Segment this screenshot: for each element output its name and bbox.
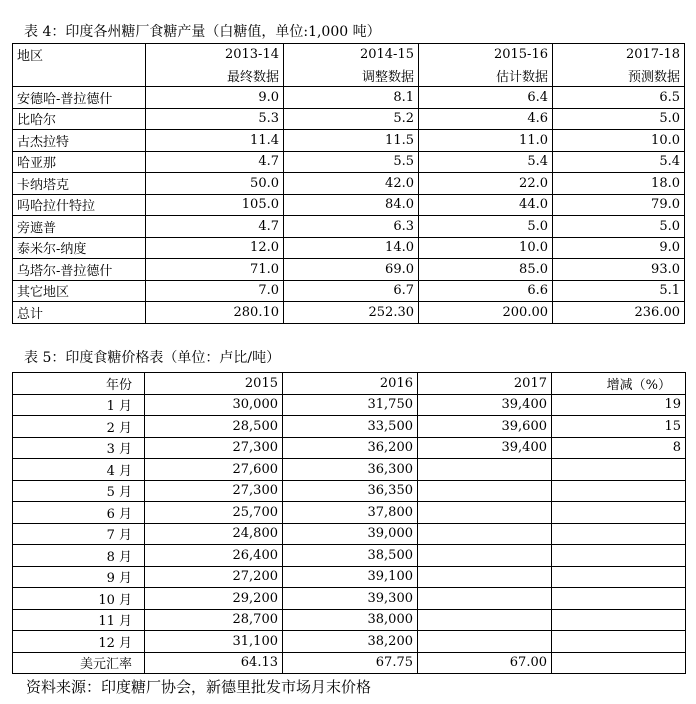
price-value [418,545,552,567]
table-row [13,416,686,438]
source-note: 资料来源：印度糖厂协会，新德里批发市场月末价格 [26,678,372,696]
table-row [13,566,686,588]
change-percent-value [552,545,686,567]
production-value: 9.0 [146,87,284,109]
table-5-title: 表 5：印度食糖价格表（单位：卢比/吨） [24,350,281,366]
price-value: 29,200 [145,588,283,610]
production-value: 11.4 [146,130,284,152]
month-label: 6 月 [13,502,145,524]
production-value: 84.0 [284,194,419,216]
data-status-header: 预测数据 [553,65,685,87]
change-percent-value [552,566,686,588]
production-value: 8.1 [284,87,419,109]
month-label: 5 月 [13,480,145,502]
price-value: 39,300 [283,588,418,610]
price-value [418,566,552,588]
price-value: 39,400 [418,394,552,416]
table-row [13,652,686,674]
sugar-production-table [12,43,685,324]
price-value [418,631,552,653]
table-4-title: 表 4：印度各州糖厂食糖产量（白糖值，单位:1,000 吨） [24,24,381,40]
price-value: 33,500 [283,416,418,438]
month-label: 4 月 [13,459,145,481]
year-header: 2017-18 [553,44,685,65]
change-percent-value: 15 [552,416,686,438]
price-value: 27,300 [145,437,283,459]
region-name: 古杰拉特 [13,130,146,152]
production-value: 50.0 [146,173,284,195]
production-value: 4.7 [146,216,284,238]
production-value: 85.0 [419,259,553,281]
production-value: 5.2 [284,108,419,130]
table-row [13,130,685,152]
production-value: 6.3 [284,216,419,238]
table-row [13,545,686,567]
year-header-label: 年份 [13,373,145,395]
month-label: 9 月 [13,566,145,588]
price-value: 36,200 [283,437,418,459]
production-value: 79.0 [553,194,685,216]
change-percent-header: 增减（%） [552,373,686,395]
production-value: 14.0 [284,237,419,259]
table-row [13,151,685,173]
change-percent-value [552,652,686,674]
price-value: 39,100 [283,566,418,588]
price-value: 64.13 [145,652,283,674]
price-value: 27,200 [145,566,283,588]
price-value: 27,300 [145,480,283,502]
price-value: 38,500 [283,545,418,567]
price-value [418,609,552,631]
production-value: 5.4 [553,151,685,173]
month-label: 美元汇率 [13,652,145,674]
price-value: 36,300 [283,459,418,481]
production-value: 10.0 [553,130,685,152]
production-value: 11.5 [284,130,419,152]
production-value: 6.4 [419,87,553,109]
change-percent-value [552,480,686,502]
region-header-blank [13,65,146,87]
production-value: 6.7 [284,280,419,302]
price-value: 39,600 [418,416,552,438]
price-value [418,480,552,502]
production-value: 4.6 [419,108,553,130]
price-value [418,523,552,545]
region-name: 总计 [13,302,146,324]
price-value: 31,100 [145,631,283,653]
production-value: 6.6 [419,280,553,302]
month-label: 11 月 [13,609,145,631]
table-row [13,216,685,238]
year-header: 2013-14 [146,44,284,65]
year-header: 2014-15 [284,44,419,65]
month-label: 1 月 [13,394,145,416]
year-header: 2015 [145,373,283,395]
price-value: 67.75 [283,652,418,674]
region-name: 乌塔尔-普拉德什 [13,259,146,281]
region-name: 卡纳塔克 [13,173,146,195]
table-row [13,108,685,130]
price-value: 31,750 [283,394,418,416]
change-percent-value [552,631,686,653]
price-value: 26,400 [145,545,283,567]
table-row [13,609,686,631]
change-percent-value [552,609,686,631]
table-row [13,502,686,524]
change-percent-value [552,459,686,481]
price-value: 38,000 [283,609,418,631]
price-value: 67.00 [418,652,552,674]
table-row [13,259,685,281]
region-name: 安德哈-普拉德什 [13,87,146,109]
price-value: 27,600 [145,459,283,481]
price-value: 39,000 [283,523,418,545]
production-value: 9.0 [553,237,685,259]
production-value: 12.0 [146,237,284,259]
price-value: 28,500 [145,416,283,438]
table-row [13,173,685,195]
year-header: 2015-16 [419,44,553,65]
table-row [13,237,685,259]
month-label: 2 月 [13,416,145,438]
production-value: 18.0 [553,173,685,195]
production-value: 5.4 [419,151,553,173]
production-value: 22.0 [419,173,553,195]
region-name: 比哈尔 [13,108,146,130]
price-value [418,459,552,481]
table-header-row [13,373,686,395]
production-value: 5.1 [553,280,685,302]
month-label: 3 月 [13,437,145,459]
data-status-header: 最终数据 [146,65,284,87]
year-header: 2016 [283,373,418,395]
price-value: 36,350 [283,480,418,502]
production-value: 71.0 [146,259,284,281]
price-value: 39,400 [418,437,552,459]
table-row [13,459,686,481]
price-value: 30,000 [145,394,283,416]
change-percent-value [552,523,686,545]
production-value: 93.0 [553,259,685,281]
region-name: 其它地区 [13,280,146,302]
price-value [418,502,552,524]
month-label: 8 月 [13,545,145,567]
table-row [13,87,685,109]
production-value: 5.0 [553,216,685,238]
change-percent-value [552,588,686,610]
production-value: 5.0 [419,216,553,238]
region-name: 泰米尔-纳度 [13,237,146,259]
production-value: 42.0 [284,173,419,195]
table-row [13,631,686,653]
region-name: 吗哈拉什特拉 [13,194,146,216]
production-value: 69.0 [284,259,419,281]
production-value: 236.00 [553,302,685,324]
price-value: 37,800 [283,502,418,524]
table-subheader-row [13,65,685,87]
table-row [13,523,686,545]
change-percent-value: 19 [552,394,686,416]
production-value: 11.0 [419,130,553,152]
price-value: 25,700 [145,502,283,524]
region-name: 哈亚那 [13,151,146,173]
change-percent-value [552,502,686,524]
region-header: 地区 [13,44,146,65]
production-value: 105.0 [146,194,284,216]
change-percent-value: 8 [552,437,686,459]
production-value: 4.7 [146,151,284,173]
production-value: 5.5 [284,151,419,173]
table-row [13,280,685,302]
price-value [418,588,552,610]
table-row [13,480,686,502]
month-label: 10 月 [13,588,145,610]
sugar-price-table [12,372,686,674]
table-row [13,394,686,416]
price-value: 24,800 [145,523,283,545]
production-value: 44.0 [419,194,553,216]
table-header-row [13,44,685,65]
production-value: 200.00 [419,302,553,324]
production-value: 7.0 [146,280,284,302]
data-status-header: 估计数据 [419,65,553,87]
price-value: 38,200 [283,631,418,653]
table-row [13,437,686,459]
price-value: 28,700 [145,609,283,631]
month-label: 7 月 [13,523,145,545]
production-value: 280.10 [146,302,284,324]
production-value: 5.3 [146,108,284,130]
production-value: 252.30 [284,302,419,324]
table-row [13,302,685,324]
region-name: 旁遮普 [13,216,146,238]
month-label: 12 月 [13,631,145,653]
production-value: 5.0 [553,108,685,130]
year-header: 2017 [418,373,552,395]
table-row [13,194,685,216]
table-row [13,588,686,610]
data-status-header: 调整数据 [284,65,419,87]
production-value: 6.5 [553,87,685,109]
production-value: 10.0 [419,237,553,259]
